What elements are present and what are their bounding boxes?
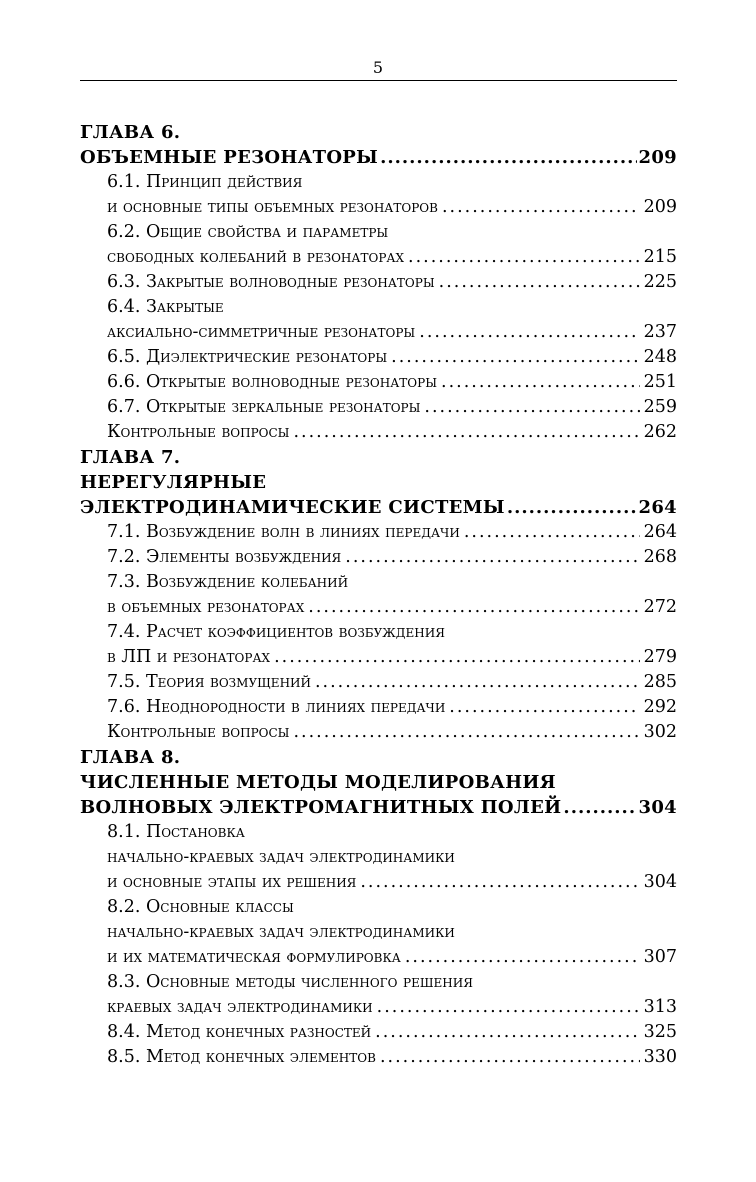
toc-entry-line (80, 245, 677, 270)
toc-page-number: 292 (643, 697, 677, 717)
toc-entry-line (80, 870, 677, 895)
dot-leader (419, 320, 639, 345)
toc-entry-line (80, 395, 677, 420)
dot-leader (380, 1045, 640, 1070)
toc-line-text: 7.6. Неоднородности в линиях передачи (107, 697, 446, 717)
toc-entry-line (80, 170, 677, 195)
toc-line-text: 6.4. Закрытые (107, 297, 224, 317)
toc-page-number: 215 (643, 247, 677, 267)
toc-page-number: 302 (643, 722, 677, 742)
dot-leader (424, 395, 639, 420)
dot-leader (293, 420, 639, 445)
dot-leader (391, 345, 639, 370)
toc-line-text: 7.3. Возбуждение колебаний (107, 572, 349, 592)
toc-entry-line (80, 995, 677, 1020)
toc-page-number: 225 (643, 272, 677, 292)
toc-entry-line (80, 270, 677, 295)
toc-line-text: свободных колебаний в резонаторах (107, 247, 405, 267)
toc-entry-line (80, 695, 677, 720)
toc-entry-line (80, 295, 677, 320)
toc-entry-line (80, 895, 677, 920)
toc-chapter-line (80, 470, 677, 495)
dot-leader (405, 945, 640, 970)
toc-line-text: и основные этапы их решения (107, 872, 357, 892)
toc-page-number: 209 (638, 147, 677, 168)
dot-leader (375, 1020, 639, 1045)
toc-entry-line (80, 620, 677, 645)
toc-page-number: 325 (643, 1022, 677, 1042)
toc-line-text: ЧИСЛЕННЫЕ МЕТОДЫ МОДЕЛИРОВАНИЯ (80, 772, 556, 793)
toc-chapter-line (80, 745, 677, 770)
dot-leader (464, 520, 640, 545)
toc-line-text: 6.7. Открытые зеркальные резонаторы (107, 397, 421, 417)
toc-line-text: 8.1. Постановка (107, 822, 245, 842)
toc-line-text: и основные типы объемных резонаторов (107, 197, 438, 217)
toc-page-number: 307 (643, 947, 677, 967)
dot-leader (345, 545, 639, 570)
toc-chapter-line (80, 120, 677, 145)
toc-line-text: ГЛАВА 6. (80, 122, 181, 143)
toc-line-text: 6.3. Закрытые волноводные резонаторы (107, 272, 435, 292)
toc-line-text: Контрольные вопросы (107, 422, 290, 442)
toc-entry-line (80, 420, 677, 445)
toc-chapter-line (80, 795, 677, 820)
toc-line-text: 7.5. Теория возмущений (107, 672, 311, 692)
toc-line-text: 8.4. Метод конечных разностей (107, 1022, 372, 1042)
dot-leader (442, 195, 640, 220)
dot-leader (380, 145, 636, 170)
toc-line-text: Контрольные вопросы (107, 722, 290, 742)
toc-page-number: 330 (643, 1047, 677, 1067)
toc-entry-line (80, 920, 677, 945)
toc-entry-line (80, 720, 677, 745)
dot-leader (293, 720, 639, 745)
toc-line-text: 8.2. Основные классы (107, 897, 294, 917)
toc-line-text: ОБЪЕМНЫЕ РЕЗОНАТОРЫ (80, 147, 379, 168)
toc-line-text: ГЛАВА 8. (80, 747, 181, 768)
toc-line-text: 6.6. Открытые волноводные резонаторы (107, 372, 438, 392)
dot-leader (360, 870, 639, 895)
toc-line-text: 6.1. Принцип действия (107, 172, 303, 192)
toc-line-text: ВОЛНОВЫХ ЭЛЕКТРОМАГНИТНЫХ ПОЛЕЙ (80, 797, 562, 818)
toc-entry-line (80, 670, 677, 695)
toc-page-number: 304 (643, 872, 677, 892)
toc-line-text: начально-краевых задач электродинамики (107, 847, 455, 867)
dot-leader (449, 695, 639, 720)
toc-entry-line (80, 545, 677, 570)
toc-entry-line (80, 370, 677, 395)
page-number: 5 (372, 58, 384, 77)
toc-page-number: 279 (643, 647, 677, 667)
toc-chapter-line (80, 445, 677, 470)
dot-leader (408, 245, 640, 270)
toc-entry-line (80, 520, 677, 545)
toc-page-number: 251 (643, 372, 677, 392)
dot-leader (315, 670, 640, 695)
toc-entry-line (80, 320, 677, 345)
toc-line-text: краевых задач электродинамики (107, 997, 373, 1017)
toc-page-number: 209 (643, 197, 677, 217)
toc-entry-line (80, 945, 677, 970)
toc-entry-line (80, 195, 677, 220)
toc-entry-line (80, 820, 677, 845)
toc-chapter-line (80, 495, 677, 520)
toc-page-number: 304 (638, 797, 677, 818)
toc-entry-line (80, 645, 677, 670)
toc-line-text: начально-краевых задач электродинамики (107, 922, 455, 942)
toc-line-text: НЕРЕГУЛЯРНЫЕ (80, 472, 267, 493)
toc-line-text: в ЛП и резонаторах (107, 647, 271, 667)
toc-page-number: 264 (638, 497, 677, 518)
dot-leader (441, 370, 640, 395)
toc-chapter-line (80, 145, 677, 170)
dot-leader (274, 645, 640, 670)
toc-page-number: 262 (643, 422, 677, 442)
toc-line-text: 8.3. Основные методы численного решения (107, 972, 473, 992)
toc-line-text: 8.5. Метод конечных элементов (107, 1047, 376, 1067)
toc-entry-line (80, 1045, 677, 1070)
toc-page-number: 285 (643, 672, 677, 692)
toc-line-text: 6.2. Общие свойства и параметры (107, 222, 389, 242)
dot-leader (507, 495, 637, 520)
toc-line-text: в объемных резонаторах (107, 597, 305, 617)
toc-page-number: 237 (643, 322, 677, 342)
header-rule (80, 80, 677, 81)
toc-page-number: 264 (643, 522, 677, 542)
toc-entry-line (80, 220, 677, 245)
dot-leader (377, 995, 640, 1020)
toc-page-number: 313 (643, 997, 677, 1017)
dot-leader (439, 270, 640, 295)
toc-chapter-line (80, 770, 677, 795)
dot-leader (563, 795, 636, 820)
toc-entry-line (80, 1020, 677, 1045)
toc-entry-line (80, 595, 677, 620)
toc-entry-line (80, 345, 677, 370)
toc-entry-line (80, 845, 677, 870)
toc-line-text: 6.5. Диэлектрические резонаторы (107, 347, 388, 367)
toc-page-number: 268 (643, 547, 677, 567)
toc-line-text: 7.4. Расчет коэффициентов возбуждения (107, 622, 445, 642)
toc-line-text: ЭЛЕКТРОДИНАМИЧЕСКИЕ СИСТЕМЫ (80, 497, 505, 518)
toc-page-number: 248 (643, 347, 677, 367)
table-of-contents (80, 120, 677, 1070)
toc-page-number: 272 (643, 597, 677, 617)
toc-line-text: аксиально-симметричные резонаторы (107, 322, 416, 342)
toc-line-text: 7.1. Возбуждение волн в линиях передачи (107, 522, 460, 542)
toc-entry-line (80, 970, 677, 995)
dot-leader (308, 595, 639, 620)
toc-page-number: 259 (643, 397, 677, 417)
toc-line-text: 7.2. Элементы возбуждения (107, 547, 342, 567)
toc-line-text: и их математическая формулировка (107, 947, 401, 967)
toc-entry-line (80, 570, 677, 595)
toc-line-text: ГЛАВА 7. (80, 447, 181, 468)
